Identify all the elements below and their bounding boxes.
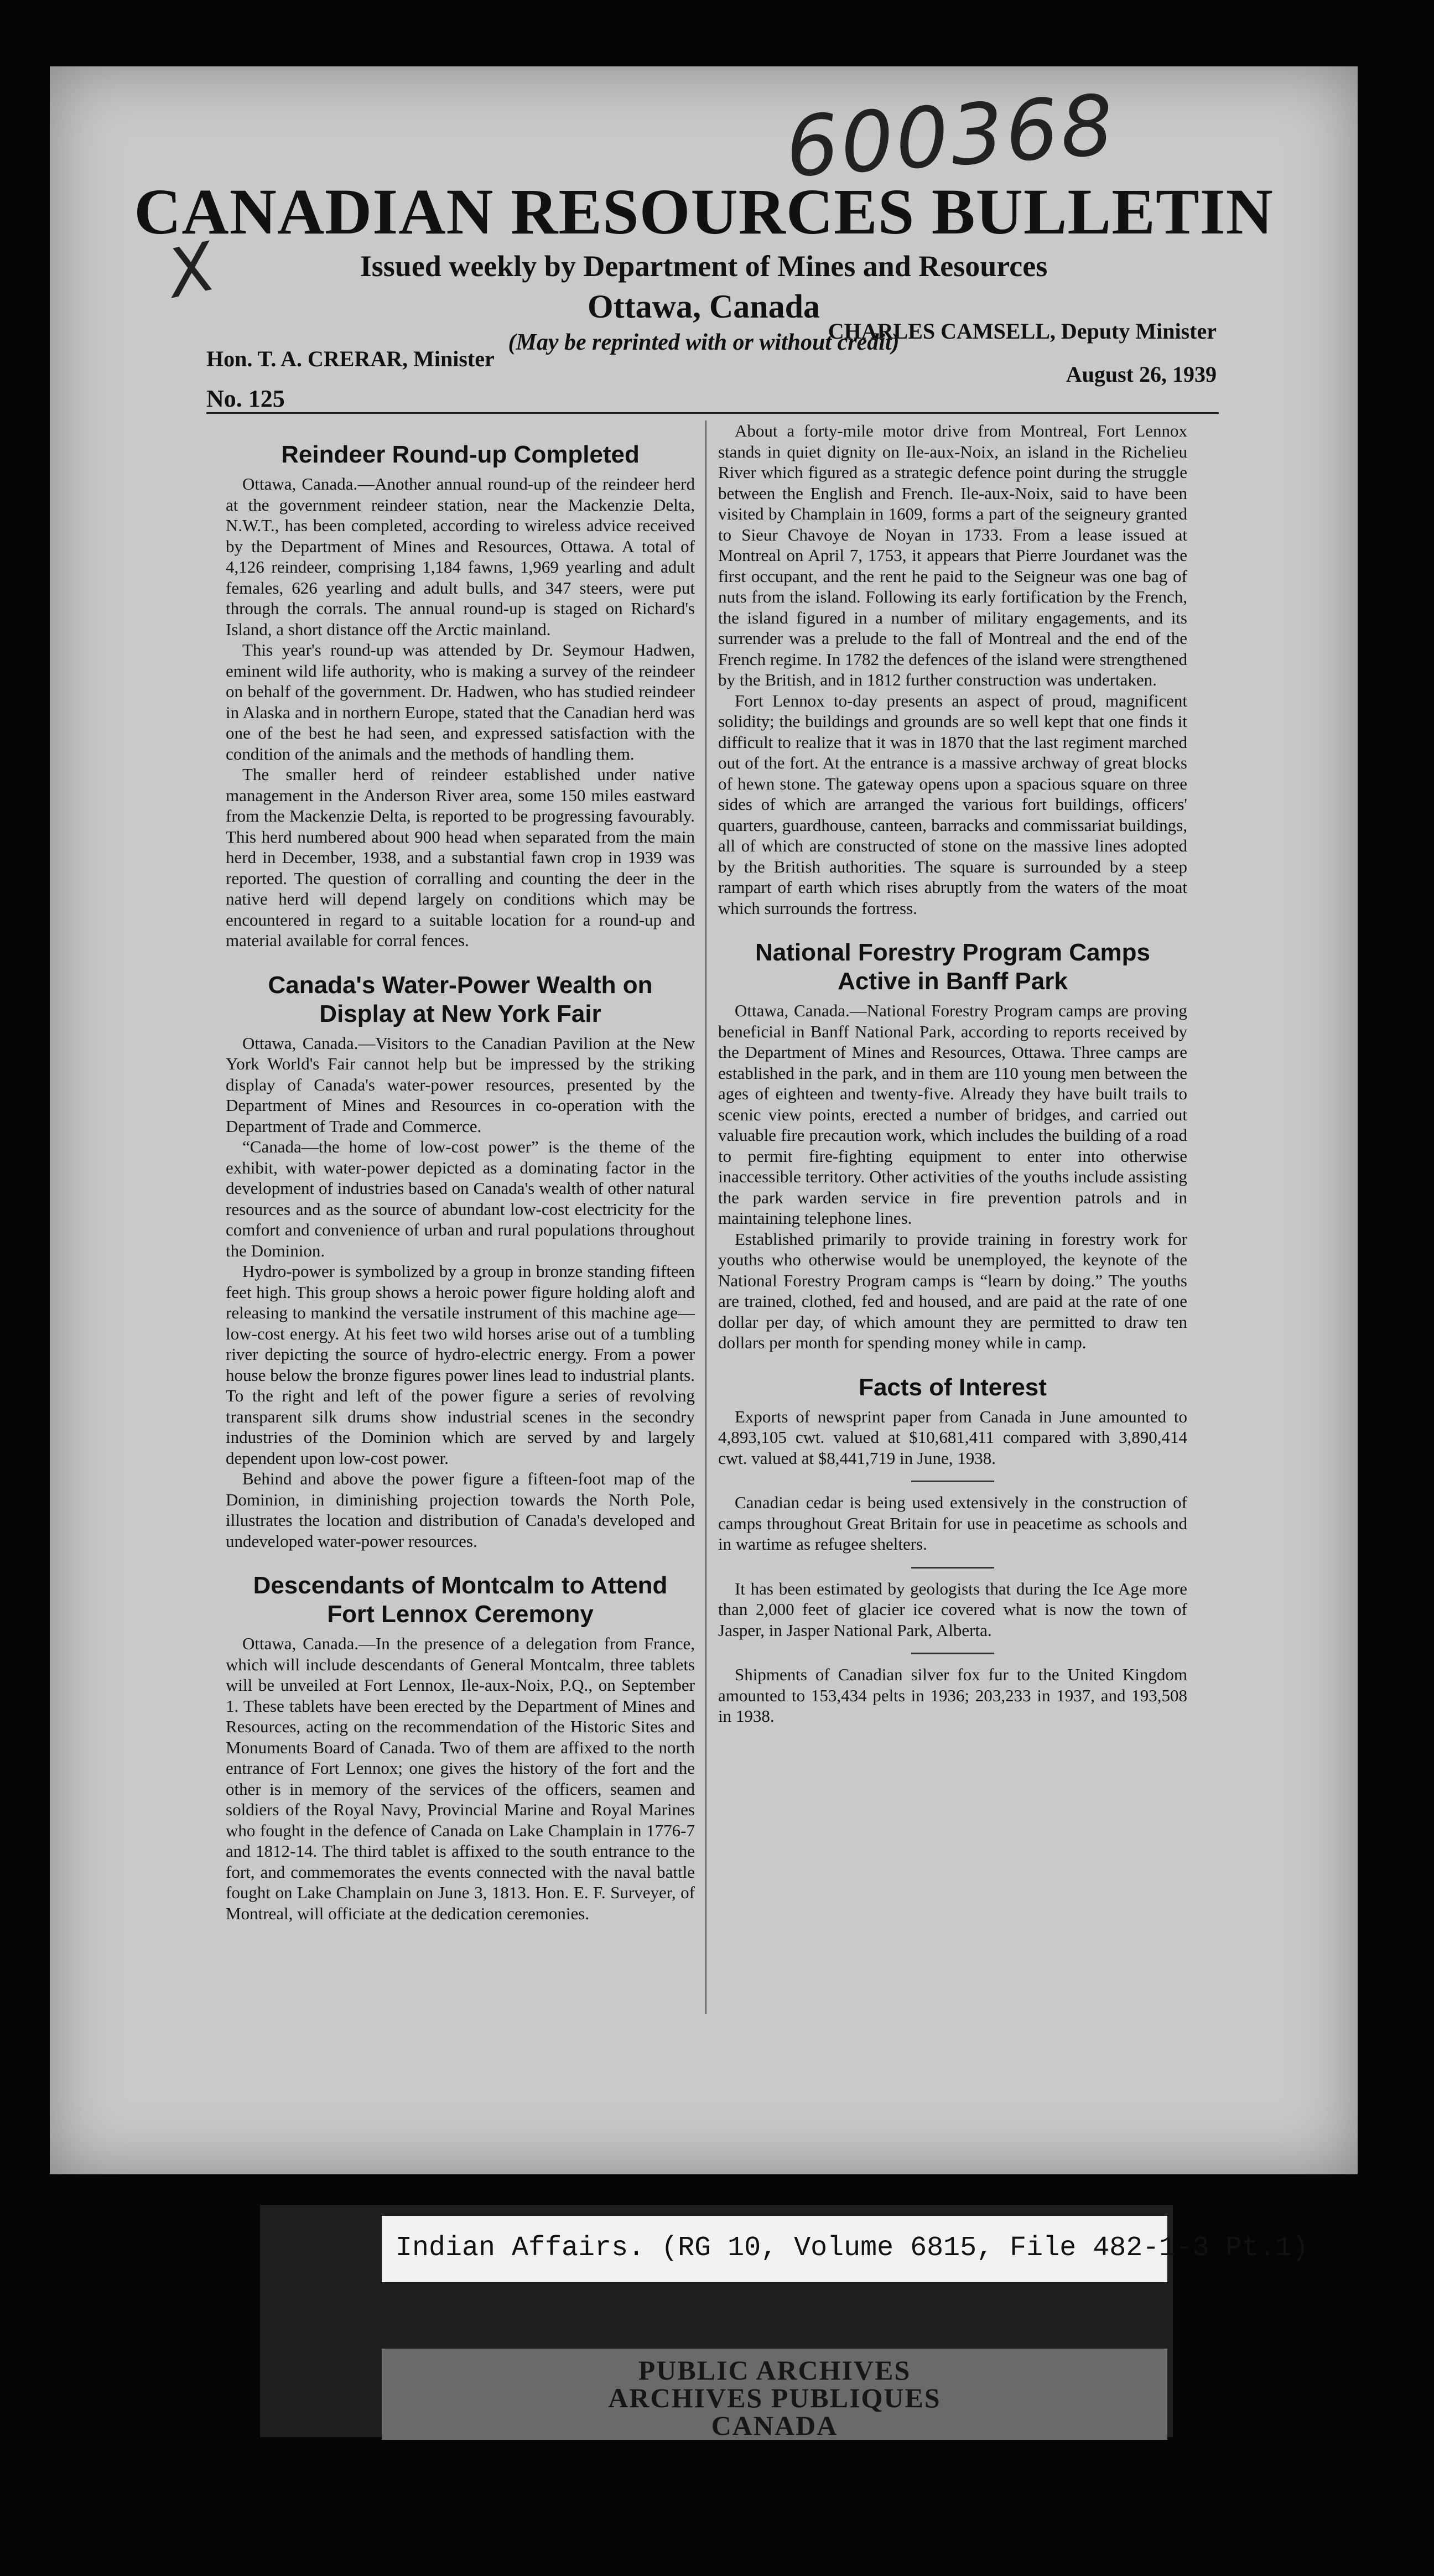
bulletin-page (50, 66, 1358, 2174)
headline-forestry-line-2: Active in Banff Park (838, 968, 1068, 995)
reindeer-paragraph-2: This year's round-up was attended by Dr. Seymour Hadwen, eminent wild life authority, who is making a survey of the reindeer on behalf of the government. Dr. Hadwen, who has studied reindeer in Alaska and in northern Europe, stated that the Canadian herd was one of the best he had seen, and expressed satisfaction with the condition of the animals and the methods of handling them. (226, 640, 695, 764)
forestry-paragraph-1: Ottawa, Canada.—National Forestry Program camps are proving beneficial in Banff National Park, according to reports received by the Department of Mines and Resources, Ottawa. Three camps are established in the park, and in them are 110 young men between the ages of eighteen and twenty-five. Already they have built trails to scenic view points, erected a number of bridges, and carried out valuable fire precaution work, which includes the building of a road to permit fire-fighting equipment to enter into otherwise inaccessible territory. Other activities of the youths include assisting the park warden service in fire prevention patrols and in maintaining telephone lines. (718, 1001, 1187, 1228)
article-montcalm (226, 1571, 695, 1924)
headline-forestry-line-1: National Forestry Program Camps (755, 939, 1150, 966)
water-power-paragraph-4: Behind and above the power figure a fifteen-foot map of the Dominion, in diminishing projection towards the North Pole, illustrates the location and distribution of Canada's developed and undeveloped water-power resources. (226, 1469, 695, 1551)
headline-forestry (718, 938, 1187, 996)
headline-facts: Facts of Interest (859, 1373, 1047, 1401)
reprint-note: (May be reprinted with or without credit) (508, 330, 900, 355)
fact-4: Shipments of Canadian silver fox fur to the United Kingdom amounted to 153,434 pelts in 1936; 203,233 in 1937, and 193,508 in 1938. (718, 1665, 1187, 1726)
minister-name: Hon. T. A. CRERAR, Minister (206, 346, 495, 371)
article-water-power (226, 971, 695, 1552)
stamp-line-3: CANADA (711, 2410, 838, 2441)
article-reindeer (226, 440, 695, 951)
masthead (50, 66, 1358, 454)
water-power-paragraph-2: “Canada—the home of low-cost power” is the theme of the exhibit, with water-power depicted as a dominating factor in the development of industries based on Canada's wealth of other natural resources and as the source of abundant low-cost electricity for the comfort and convenience of urban and rural populations throughout the Dominion. (226, 1137, 695, 1260)
archive-reference: Indian Affairs. (RG 10, Volume 6815, File 482-1-3 Pt.1) (396, 2232, 1309, 2264)
fact-separator (911, 1567, 994, 1569)
deputy-minister-name: CHARLES CAMSELL, Deputy Minister (828, 319, 1217, 344)
headline-montcalm (226, 1571, 695, 1629)
water-power-paragraph-3: Hydro-power is symbolized by a group in bronze standing fifteen feet high. This group shows a heroic power figure holding aloft and releasing to mankind the versatile instrument of this machine age—low-cost energy. At his feet two wild horses arise out of a tumbling river depicting the source of hydro-electric energy. From a power house below the bronze figures power lines lead to industrial plants. To the right and left of the power figure a series of revolving transparent silk drums show industrial scenes in the secondry industries of the Dominion which are served by and largely dependent upon low-cost power. (226, 1261, 695, 1468)
headline-montcalm-line-2: Fort Lennox Ceremony (327, 1601, 594, 1628)
article-forestry (718, 938, 1187, 1353)
column-divider (705, 420, 706, 2014)
masthead-rule (206, 412, 1219, 414)
fact-3: It has been estimated by geologists that during the Ice Age more than 2,000 feet of glacier ice covered what is now the town of Jasper, in Jasper National Park, Alberta. (718, 1578, 1187, 1640)
issue-date: August 26, 1939 (1066, 362, 1217, 387)
right-column (718, 420, 1187, 1727)
montcalm-paragraph-1: Ottawa, Canada.—In the presence of a delegation from France, which will include descendants of General Montcalm, three tablets will be unveiled at Fort Lennox, Ile-aux-Noix, P.Q., on September 1. These tablets have been erected by the Department of Mines and Resources, acting on the recommendation of the Historic Sites and Monuments Board of Canada. Two of them are affixed to the north entrance of Fort Lennox; one gives the history of the fort and the other is in memory of the services of the officers, seamen and soldiers of the Royal Navy, Provincial Marine and Royal Marines who fought in the defence of Canada on Lake Champlain in 1776-7 and 1812-14. The third tablet is affixed to the south entrance to the fort, and commemorates the events connected with the naval battle fought on Lake Champlain on June 3, 1813. Hon. E. F. Surveyer, of Montreal, will officiate at the dedication ceremonies. (226, 1634, 695, 1923)
water-power-paragraph-1: Ottawa, Canada.—Visitors to the Canadian Pavilion at the New York World's Fair cannot help but be impressed by the striking display of Canada's water-power resources, presented by the Department of Mines and Resources in co-operation with the Department of Trade and Commerce. (226, 1033, 695, 1136)
reindeer-paragraph-1: Ottawa, Canada.—Another annual round-up of the reindeer herd at the government reindeer station, near the Mackenzie Delta, N.W.T., has been completed, according to wireless advice received by the Department of Mines and Resources, Ottawa. A total of 4,126 reindeer, comprising 1,184 fawns, 1,969 yearling and adult females, 626 yearling and adult bulls, and 347 steers, were put through the corrals. The annual round-up is staged on Richard's Island, a short distance off the Arctic mainland. (226, 474, 695, 639)
headline-water-power-line-2: Display at New York Fair (319, 1000, 601, 1027)
handwritten-file-number: 600368 (782, 77, 1119, 196)
headline-montcalm-line-1: Descendants of Montcalm to Attend (253, 1572, 668, 1599)
issue-number: No. 125 (206, 385, 285, 412)
fact-2: Canadian cedar is being used extensively in the construction of camps throughout Great Britain for use in peacetime as schools and in wartime as refugee shelters. (718, 1493, 1187, 1554)
issued-line: Issued weekly by Department of Mines and Resources (360, 250, 1048, 283)
left-column (226, 420, 695, 1924)
stamp-line-2: ARCHIVES PUBLIQUES (608, 2382, 941, 2413)
bulletin-title: CANADIAN RESOURCES BULLETIN (134, 175, 1274, 248)
city-line: Ottawa, Canada (587, 288, 820, 325)
fact-separator (911, 1653, 994, 1654)
fact-1: Exports of newsprint paper from Canada in June amounted to 4,893,105 cwt. valued at $10,681,411 compared with 3,890,414 cwt. valued at $8,441,719 in June, 1938. (718, 1406, 1187, 1468)
forestry-paragraph-2: Established primarily to provide training in forestry work for youths who otherwise would be unemployed, the keynote of the National Forestry Program camps is “learn by doing.” The youths are trained, clothed, fed and housed, and are paid at the rate of one dollar per day, of which amount they are permitted to draw ten dollars per month for spending money while in camp. (718, 1229, 1187, 1352)
montcalm-paragraph-3: Fort Lennox to-day presents an aspect of proud, magnificent solidity; the buildings and grounds are so well kept that one finds it difficult to realize that it was in 1870 that the last regiment marched out of the fort. At the entrance is a massive archway of great blocks of hewn stone. The gateway opens upon a spacious square on three sides of which are arranged the various fort buildings, officers' quarters, guardhouse, canteen, barracks and commissariat buildings, all of which are constructed of stone on the massive lines adopted by the British authorities. The square is surrounded by a steep rampart of earth which rises abruptly from the waters of the moat which surrounds the fortress. (718, 690, 1187, 918)
headline-water-power (226, 971, 695, 1029)
handwritten-mark: X (161, 228, 222, 314)
stamp-line-1: PUBLIC ARCHIVES (638, 2355, 911, 2386)
fact-separator (911, 1481, 994, 1482)
reindeer-paragraph-3: The smaller herd of reindeer established under native management in the Anderson River area, some 150 miles eastward from the Mackenzie Delta, is reported to be progressing favourably. This herd numbered about 900 head when separated from the main herd in December, 1938, and a substantial fawn crop in 1939 was reported. The question of corralling and counting the deer in the native herd will depend largely on conditions which may be encountered in regard to a suitable location for a round-up and material available for corral fences. (226, 765, 695, 950)
facts-of-interest (718, 1373, 1187, 1727)
montcalm-paragraph-2: About a forty-mile motor drive from Montreal, Fort Lennox stands in quiet dignity on Ile-aux-Noix, an island in the Richelieu River which figured as a strategic defence point during the struggle between the English and French. Ile-aux-Noix, said to have been visited by Champlain in 1609, forms a part of the seigneury granted to Sieur Chavoye de Noyan in 1733. From a lease issued at Montreal on April 7, 1753, it appears that Pierre Jourdanet was the first occupant, and the rent he paid to the Seigneur was one bag of nuts from the island. Following its early fortification by the French, the island figured in a number of military engagements, and its surrender was a prelude to the fall of Montreal and the end of the French regime. In 1782 the defences of the island were strengthened by the British, and in 1812 further construction was undertaken. (718, 421, 1187, 689)
headline-reindeer: Reindeer Round-up Completed (281, 441, 640, 468)
headline-water-power-line-1: Canada's Water-Power Wealth on (268, 971, 653, 999)
